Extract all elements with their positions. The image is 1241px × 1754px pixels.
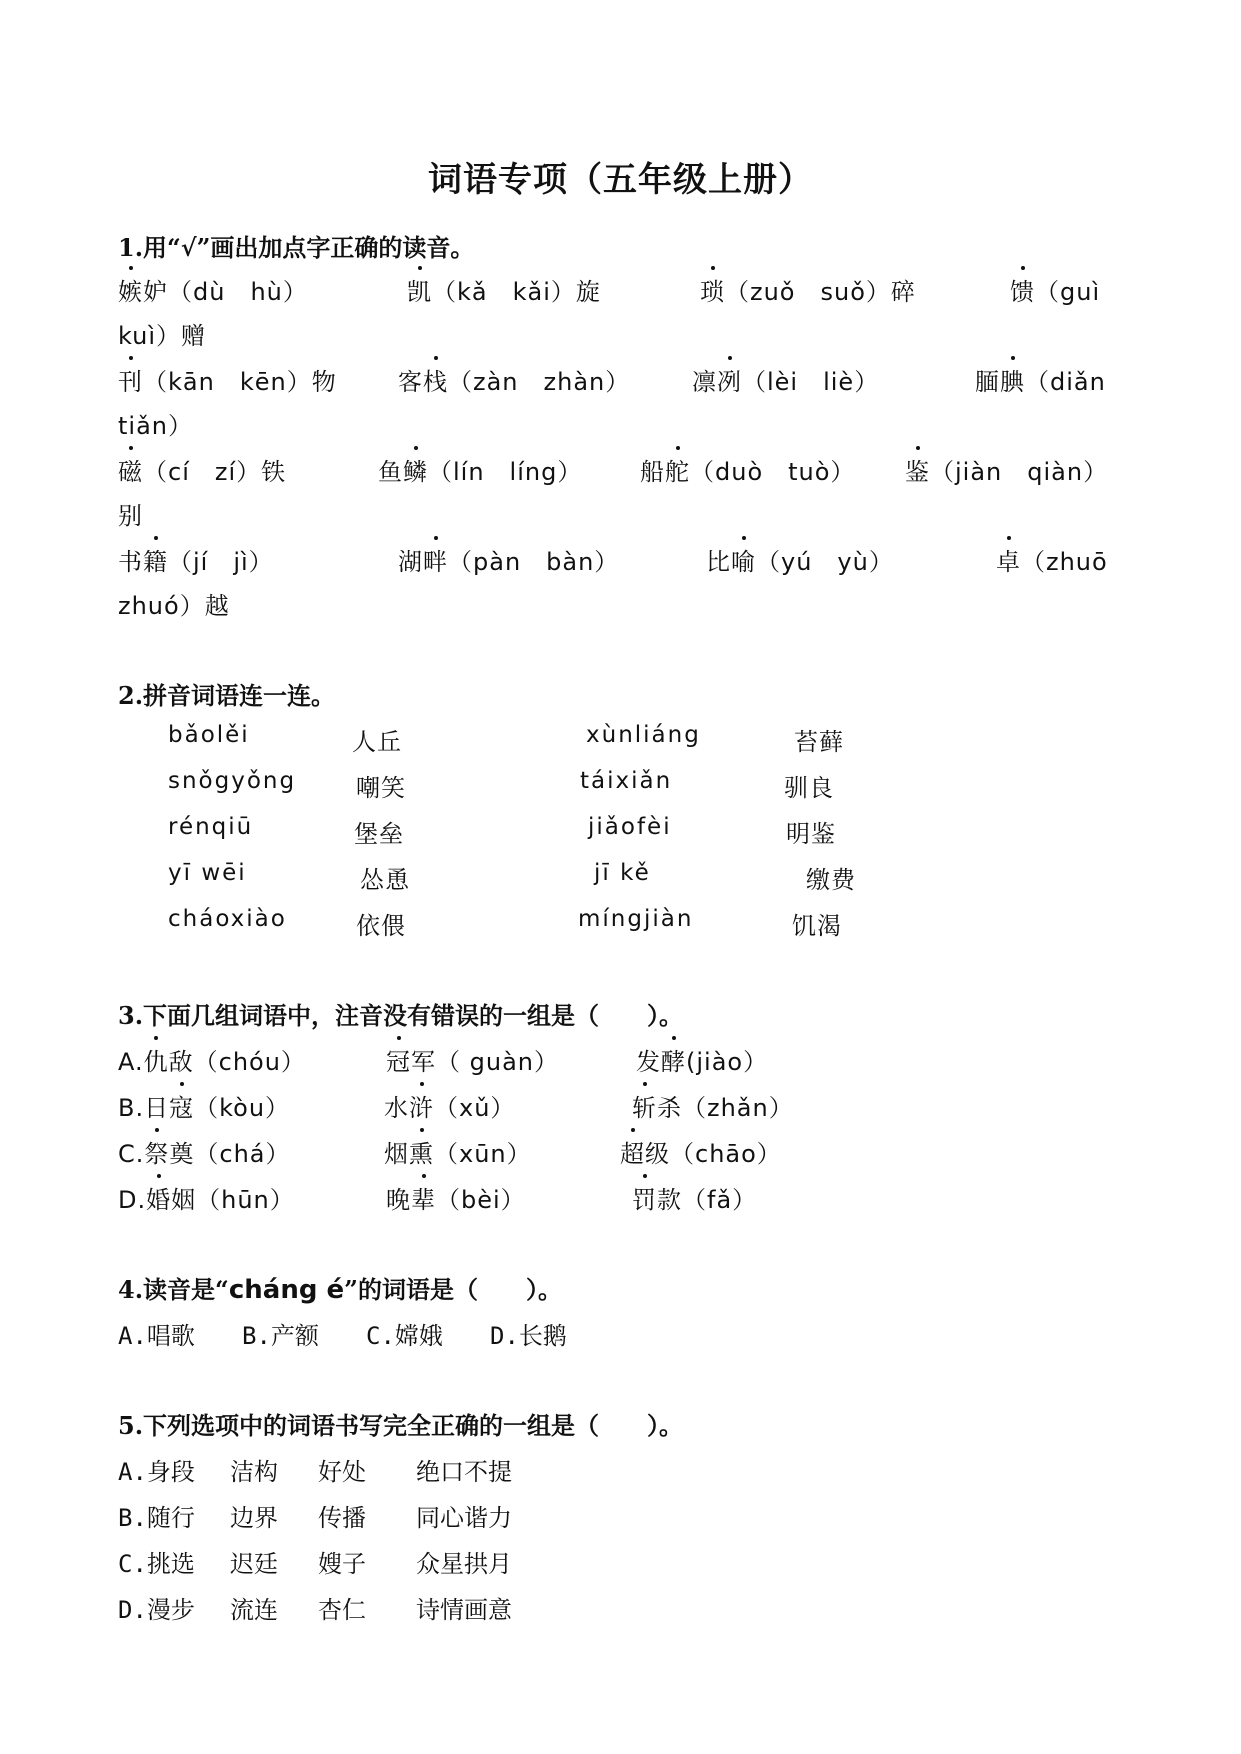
q2-right-pinyin: míngjiàn xyxy=(578,906,694,932)
q1-item: 磁（cí zí）铁 xyxy=(118,452,286,487)
q5-cell: 诗情画意 xyxy=(416,1596,512,1624)
q3-heading: 3.下面几组词语中，注音没有错误的一组是（ ）。 xyxy=(118,1001,684,1030)
q1-item: 嫉妒（dù hù） xyxy=(118,272,308,307)
q1-item-wrap: zhuó）越 xyxy=(118,592,230,620)
q5-cell: B.随行 xyxy=(118,1504,195,1532)
q1-item: 鉴（jiàn qiàn） xyxy=(905,452,1108,487)
q1-item: 卓（zhuō xyxy=(996,542,1108,577)
q3-option: 超级（chāo） xyxy=(620,1134,782,1169)
q1-item-wrap: 别 xyxy=(118,502,143,530)
q2-right-word: 苔藓 xyxy=(794,728,844,756)
q2-right-pinyin: jiǎofèi xyxy=(588,814,672,840)
q3-option: C.祭奠（chá） xyxy=(118,1134,291,1169)
q5-cell: A.身段 xyxy=(118,1458,195,1486)
q4-option-d: D.长鹅 xyxy=(490,1322,567,1350)
q5-cell: 洁构 xyxy=(230,1458,278,1486)
q3-option: 烟熏（xūn） xyxy=(384,1134,532,1169)
q2-right-pinyin: jī kě xyxy=(594,860,651,886)
q5-cell: 嫂子 xyxy=(318,1550,366,1578)
q3-option: 罚款（fǎ） xyxy=(632,1180,757,1215)
q2-left-pinyin: snǒgyǒng xyxy=(168,768,297,794)
q1-item: 刊（kān kēn）物 xyxy=(118,362,337,397)
q5-cell: 传播 xyxy=(318,1504,366,1532)
q2-left-word: 依偎 xyxy=(356,912,406,940)
q1-item-wrap: kuì）赠 xyxy=(118,322,207,350)
q2-right-pinyin: xùnliáng xyxy=(586,722,701,748)
q3-option: 斩杀（zhǎn） xyxy=(632,1088,794,1123)
q1-item: 客栈（zàn zhàn） xyxy=(398,362,630,397)
q3-option: D.婚姻（hūn） xyxy=(118,1180,295,1215)
q1-heading: 1.用“√”画出加点字正确的读音。 xyxy=(118,233,475,262)
q1-item: 书籍（jí jì） xyxy=(118,542,274,577)
page-title: 词语专项（五年级上册） xyxy=(428,160,813,200)
q4-pinyin: cháng é xyxy=(228,1275,345,1305)
q5-cell: 边界 xyxy=(230,1504,278,1532)
q1-item: 船舵（duò tuò） xyxy=(640,452,855,487)
q2-left-word: 人丘 xyxy=(352,728,402,756)
q3-option: B.日寇（kòu） xyxy=(118,1088,290,1123)
q4-heading: 4.读音是“cháng é”的词语是（ ）。 xyxy=(118,1275,562,1305)
q1-item-wrap: tiǎn） xyxy=(118,412,193,440)
q2-right-word: 饥渴 xyxy=(792,912,842,940)
q3-option: 冠军（ guàn） xyxy=(386,1042,559,1077)
q2-left-pinyin: cháoxiào xyxy=(168,906,287,932)
q3-option: A.仇敌（chóu） xyxy=(118,1042,306,1077)
q5-heading: 5.下列选项中的词语书写完全正确的一组是（ ）。 xyxy=(118,1411,684,1440)
q1-item: 馈（guì xyxy=(1010,272,1100,307)
q2-right-word: 明鉴 xyxy=(786,820,836,848)
q2-left-pinyin: yī wēi xyxy=(168,860,247,886)
q2-left-pinyin: bǎolěi xyxy=(168,722,250,748)
q1-item: 腼腆（diǎn xyxy=(975,362,1106,397)
q3-option: 发酵(jiào） xyxy=(636,1042,768,1077)
q3-option: 晚辈（bèi） xyxy=(386,1180,526,1215)
q2-right-word: 缴费 xyxy=(806,866,856,894)
q5-cell: D.漫步 xyxy=(118,1596,195,1624)
q2-left-word: 嘲笑 xyxy=(356,774,406,802)
q1-item: 琐（zuǒ suǒ）碎 xyxy=(700,272,916,307)
q2-right-pinyin: táixiǎn xyxy=(580,768,673,794)
q4-option-a: A.唱歌 xyxy=(118,1322,195,1350)
q5-cell: C.挑选 xyxy=(118,1550,195,1578)
q5-cell: 众星拱月 xyxy=(416,1550,512,1578)
q5-cell: 迟廷 xyxy=(230,1550,278,1578)
q2-left-pinyin: rénqiū xyxy=(168,814,254,840)
q2-left-word: 堡垒 xyxy=(354,820,404,848)
q1-item: 湖畔（pàn bàn） xyxy=(398,542,619,577)
q5-cell: 杏仁 xyxy=(318,1596,366,1624)
q1-item: 凛冽（lèi liè） xyxy=(692,362,879,397)
q4-option-b: B.产额 xyxy=(242,1322,319,1350)
q5-cell: 绝口不提 xyxy=(416,1458,512,1486)
q4-option-c: C.嫦娥 xyxy=(366,1322,443,1350)
q5-cell: 流连 xyxy=(230,1596,278,1624)
q1-item: 凯（kǎ kǎi）旋 xyxy=(407,272,601,307)
q3-option: 水浒（xǔ） xyxy=(384,1088,515,1123)
q1-item: 鱼鳞（lín líng） xyxy=(378,452,582,487)
q5-cell: 同心谐力 xyxy=(416,1504,512,1532)
q1-item: 比喻（yú yù） xyxy=(706,542,894,577)
q2-right-word: 驯良 xyxy=(784,774,834,802)
q5-cell: 好处 xyxy=(318,1458,366,1486)
q2-heading: 2.拼音词语连一连。 xyxy=(118,681,336,710)
q2-left-word: 怂恿 xyxy=(360,866,410,894)
